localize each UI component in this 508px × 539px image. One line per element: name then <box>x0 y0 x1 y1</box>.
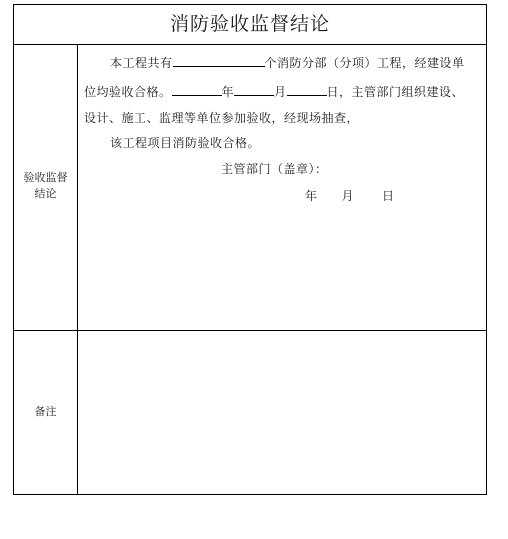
count-blank-field[interactable] <box>173 53 265 67</box>
text-segment: 本工程共有 <box>110 56 173 70</box>
text-segment: 日，主管部门组织建设、 <box>326 85 465 99</box>
conclusion-label <box>14 170 77 202</box>
paragraph-line-4: 该工程项目消防验收合格。 <box>110 136 261 150</box>
month-blank-field[interactable] <box>234 82 274 96</box>
conclusion-label-text: 验收监督 结论 <box>23 171 68 200</box>
text-segment: 个消防分部（分项）工程，经建设单 <box>264 56 465 70</box>
paragraph-line-3 <box>84 109 359 127</box>
text-segment: 月 <box>274 85 287 99</box>
row-divider <box>14 330 486 331</box>
date-month: 月 <box>341 189 355 203</box>
fire-acceptance-form <box>13 4 487 495</box>
paragraph-line-2 <box>84 82 464 100</box>
date-day: 日 <box>382 189 395 203</box>
paragraph-line-1 <box>110 53 465 71</box>
text-segment: 年 <box>221 85 235 99</box>
year-blank-field[interactable] <box>172 82 222 96</box>
day-blank-field[interactable] <box>287 82 327 96</box>
remark-label: 备注 <box>34 405 57 418</box>
text-segment: 位均验收合格。 <box>84 85 172 99</box>
form-title: 消防验收监督结论 <box>14 5 486 45</box>
text-segment: 设计、施工、监理等单位参加验收，经现场抽查， <box>84 111 360 125</box>
signature-line: 主管部门（盖章）： <box>221 162 328 176</box>
date-year: 年 <box>305 189 318 203</box>
column-divider <box>77 45 78 494</box>
date-line <box>305 187 395 205</box>
